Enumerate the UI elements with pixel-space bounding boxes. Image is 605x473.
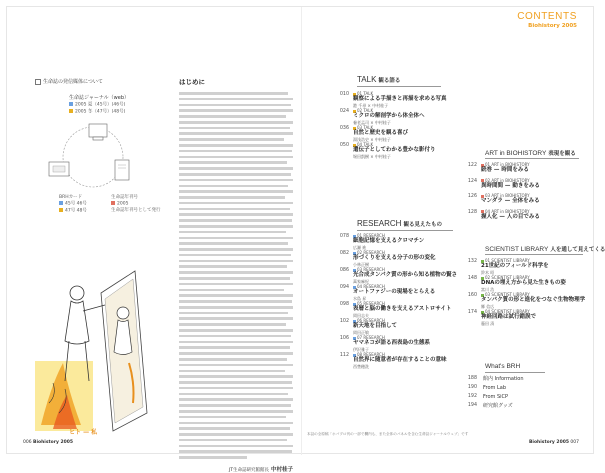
magazine-spread [6,6,605,473]
intro-article [179,77,293,473]
toc-entry[interactable]: 050 04 TALK 遺伝子としてわかる豊かな影付り 堀田凱樹 × 中村桂子 [339,142,436,159]
contents-title: CONTENTS [517,11,577,22]
blue-swatch [69,102,73,106]
whats-list [465,375,585,411]
monitor-icon [89,124,107,137]
section-art-heading: ART in BIOHISTORY 表現を観る [485,150,576,157]
section-library-heading: SCIENTIST LIBRARY 人を通して見えてくる [485,246,605,253]
toc-entry[interactable]: 192 From SiCP [467,394,509,400]
talk-list [337,91,447,159]
toc-entry[interactable]: 160 03 SCIENTIST LIBRARY タンパク質の形と進化をつなぐ生物物理学 郷 信広 [467,292,586,309]
brh-card-title: BRHカード [59,195,83,200]
toc-entry[interactable]: 106 07 RESEARCH ヤマネコが語る西表島の生態系 伊沢雅子 [339,335,431,352]
contents-header [517,11,577,29]
art-list [465,162,585,224]
web-journal-block [69,95,129,115]
library-list [465,258,589,326]
toc-entry[interactable]: 190 From Lab [467,385,507,391]
contents-subtitle: Biohistory 2005 [528,23,577,29]
toc-entry[interactable]: 132 01 SCIENTIST LIBRARY 21世紀のフィールド科学を 鈴木 昭 [467,258,549,275]
illustration-mirror-figures [31,253,161,437]
toc-entry[interactable]: 124 02 ART in BIOHISTORY 異時間間 — 動きをみる [467,177,540,189]
media-caption: 生命誌の発信媒体について [35,78,103,85]
toc-entry[interactable]: 148 02 SCIENTIST LIBRARY DNAの埋え方から見た生きもの姿 富川 浩 [467,275,566,292]
media-diagram [41,122,145,192]
toc-entry[interactable]: 036 03 TALK 自然と歴史を観る喜び 湯浅浩史 × 中村桂子 [339,125,409,142]
book-icon [115,160,129,180]
section-whats-heading: What's BRH [485,363,521,370]
toc-entry[interactable]: 128 04 ART in BIOHISTORY 握人化 — 人の目でみる [467,208,540,220]
toc-entry[interactable]: 194 研究館グッズ [467,403,513,409]
toc-entry[interactable]: 024 02 TALK ミクロの解剖学から体全体へ 養老孟司 × 中村桂子 [339,108,425,125]
toc-entry[interactable]: 174 04 SCIENTIST LIBRARY 神経回路は試行錯誤で 藤田 清 [467,309,537,326]
web-journal-row: 2005 冬（47号）(48号) [69,109,129,116]
annual-title: 生命誌年刊号 [111,195,138,200]
yellow-swatch [69,109,73,113]
intro-body [179,92,293,459]
figure-head [70,286,84,300]
web-journal-row: 2005 夏（45号）(46号) [69,102,129,109]
toc-entry[interactable]: 098 05 RESEARCH 表層と脳の働きを支えるアストロサイト 岡田志夫 [339,301,452,318]
footnote: 本誌の全原稿「ホバプロ刊の一部で欄内も、また全体のパネルを含む生命誌ジャーナルウェブ」です [307,432,469,436]
section-talk-heading: TALK 観る語る [357,75,401,84]
annual-block: 生命誌年刊号 2005 生命誌年刊号として発行 [111,195,161,213]
footer-right: Biohistory 2005 007 [528,440,579,445]
toc-entry[interactable]: 188 館内 Information [467,376,524,382]
toc-entry[interactable]: 122 01 ART in BIOHISTORY 続巻 — 時間をみる [467,162,530,173]
toc-entry[interactable]: 112 08 RESEARCH 自然界に随意者が存在することの意味 西埜穂洗 [339,352,447,369]
signature: JT生命誌研究館館長 中村桂子 [228,466,293,473]
toc-entry[interactable]: 126 03 ART in BIOHISTORY マンダラ — 全体をみる [467,193,540,204]
toc-entry[interactable]: 094 04 RESEARCH オートファジーの現場をとらえる 水島 昇 [339,284,436,301]
gutter [301,7,302,455]
toc-entry[interactable]: 086 03 RESEARCH 光合成タンパク質の形から知る植物の賢さ 萬家麻紀 [339,267,458,284]
brh-card-block: BRHカード 45号 46号 47号 48号 [59,195,87,213]
toc-entry[interactable]: 102 06 RESEARCH 新天地を目指して 岡田正敏 [339,318,398,335]
web-journal-title: 生命誌ジャーナル（web） [69,95,129,101]
research-list [337,233,457,369]
intro-heading: はじめに [179,78,205,86]
toc-entry[interactable]: 078 01 RESEARCH 細胞記憶を支えるクロマチン 広瀬 進 [339,233,425,250]
footer-left: 006 Biohistory 2005 [23,440,74,445]
illustration-label: ヒト — 私 [69,429,98,436]
toc-entry[interactable]: 082 02 RESEARCH 形づくりを支える分子の形の変化 小林正樹 [339,250,436,267]
toc-entry[interactable]: 010 01 TALK 観察による手描きと再描を求める写真 港 千尋 × 中村桂子 [339,91,447,108]
section-research-heading: RESEARCH 観る見えたもの [357,219,442,228]
